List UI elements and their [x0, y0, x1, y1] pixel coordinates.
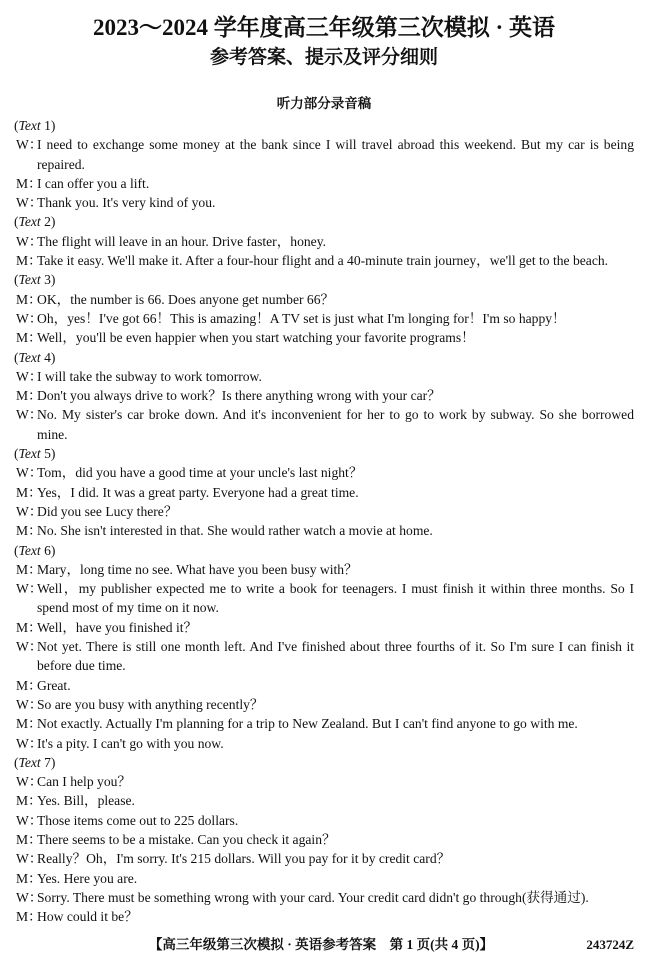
dialogue-line: [14, 483, 634, 502]
text-label: [14, 212, 634, 231]
speaker-label: W：: [16, 774, 43, 790]
utterance-text: Take it easy. We'll make it. After a four-hour flight and a 40-minute train journey，we'll get to the beach.: [37, 253, 609, 269]
document-title: 2023～2024 学年度高三年级第三次模拟 · 英语: [93, 15, 555, 40]
speaker-label: M：: [16, 716, 42, 732]
dialogue-line: [14, 463, 634, 482]
dialogue-line: [14, 791, 634, 810]
utterance-text: I can offer you a lift.: [37, 175, 150, 191]
text-label-rest: 6): [40, 542, 56, 558]
text-label: [14, 753, 634, 772]
text-label: [14, 541, 634, 560]
dialogue-line: [14, 869, 634, 888]
speaker-label: W：: [16, 407, 43, 423]
dialogue-line: [14, 676, 634, 695]
utterance-text: So are you busy with anything recently？: [37, 696, 264, 712]
dialogue-line: [14, 830, 634, 849]
utterance-text: Well，my publisher expected me to write a book for teenagers. I must finish it within three months. So I spend most of my time on it now.: [37, 581, 634, 616]
utterance-text: Tom，did you have a good time at your uncle's last night？: [37, 465, 363, 481]
utterance-text: Sorry. There must be something wrong with your card. Your credit card didn't go through(获得通过).: [37, 889, 589, 905]
listening-transcript: [14, 116, 634, 926]
speaker-label: W：: [16, 465, 43, 481]
speaker-label: M：: [16, 523, 42, 539]
speaker-label: M：: [16, 484, 42, 500]
text-label-rest: 3): [40, 272, 56, 288]
text-label-word: Text: [18, 446, 41, 462]
speaker-label: M：: [16, 870, 42, 886]
speaker-label: M：: [16, 561, 42, 577]
dialogue-line: [14, 811, 634, 830]
speaker-label: W：: [16, 503, 43, 519]
speaker-label: W：: [16, 310, 43, 326]
dialogue-line: [14, 560, 634, 579]
transcript-section: [14, 116, 634, 212]
dialogue-line: [14, 232, 634, 251]
speaker-label: M：: [16, 619, 42, 635]
speaker-label: W：: [16, 368, 43, 384]
utterance-text: Yes. Bill，please.: [37, 793, 135, 809]
utterance-text: Mary，long time no see. What have you been busy with？: [37, 561, 358, 577]
dialogue-line: [14, 618, 634, 637]
utterance-text: I will take the subway to work tomorrow.: [37, 368, 262, 384]
text-label-open: (: [14, 272, 19, 288]
utterance-text: How could it be？: [37, 909, 138, 925]
dialogue-line: [14, 521, 634, 540]
dialogue-line: [14, 328, 634, 347]
utterance-text: It's a pity. I can't go with you now.: [37, 735, 224, 751]
text-label-rest: 5): [40, 446, 56, 462]
text-label-word: Text: [18, 754, 41, 770]
text-label-word: Text: [18, 118, 41, 133]
dialogue-line: [14, 405, 634, 444]
text-label: [14, 116, 634, 135]
speaker-label: M：: [16, 291, 42, 307]
utterance-text: Not yet. There is still one month left. And I've finished about three fourths of it. So I'm sure I can finish it before due time.: [37, 639, 634, 674]
speaker-label: W：: [16, 233, 43, 249]
dialogue-line: [14, 907, 634, 926]
document-subtitle: 参考答案、提示及评分细则: [209, 47, 438, 68]
dialogue-line: [14, 772, 634, 791]
speaker-label: M：: [16, 909, 42, 925]
speaker-label: W：: [16, 195, 43, 211]
transcript-section: [14, 348, 634, 444]
text-label-rest: 7): [40, 754, 56, 770]
dialogue-line: [14, 367, 634, 386]
text-label: [14, 270, 634, 289]
text-label-open: (: [14, 446, 19, 462]
utterance-text: Well，you'll be even happier when you start watching your favorite programs！: [37, 330, 475, 346]
dialogue-line: [14, 714, 634, 733]
dialogue-line: [14, 135, 634, 174]
dialogue-line: [14, 251, 634, 270]
footer-page-info: 【高三年级第三次模拟 · 英语参考答案 第 1 页(共 4 页)】: [148, 937, 494, 952]
utterance-text: Can I help you？: [37, 774, 132, 790]
speaker-label: W：: [16, 581, 43, 597]
transcript-section: [14, 444, 634, 540]
speaker-label: M：: [16, 677, 42, 693]
utterance-text: Yes，I did. It was a great party. Everyone had a great time.: [37, 484, 359, 500]
utterance-text: OK，the number is 66. Does anyone get number 66？: [37, 291, 335, 307]
speaker-label: W：: [16, 137, 43, 153]
text-label-word: Text: [18, 272, 41, 288]
dialogue-line: [14, 695, 634, 714]
utterance-text: Not exactly. Actually I'm planning for a trip to New Zealand. But I can't find anyone to go with me.: [37, 716, 578, 732]
utterance-text: Don't you always drive to work？Is there anything wrong with your car？: [37, 388, 441, 404]
text-label-word: Text: [18, 214, 41, 230]
dialogue-line: [14, 193, 634, 212]
dialogue-line: [14, 849, 634, 868]
text-label-open: (: [14, 542, 19, 558]
speaker-label: W：: [16, 812, 43, 828]
speaker-label: M：: [16, 793, 42, 809]
utterance-text: The flight will leave in an hour. Drive faster，honey.: [37, 233, 327, 249]
utterance-text: Thank you. It's very kind of you.: [37, 195, 216, 211]
speaker-label: M：: [16, 831, 42, 847]
utterance-text: Oh，yes！I've got 66！This is amazing！A TV set is just what I'm longing for！I'm so happy！: [37, 310, 566, 326]
dialogue-line: [14, 386, 634, 405]
speaker-label: M：: [16, 388, 42, 404]
dialogue-line: [14, 888, 634, 907]
dialogue-line: [14, 290, 634, 309]
utterance-text: Really？Oh，I'm sorry. It's 215 dollars. Will you pay for it by credit card？: [37, 851, 451, 867]
utterance-text: No. My sister's car broke down. And it's inconvenient for her to go to work by subway. So she borrowed mine.: [37, 407, 634, 442]
transcript-section: [14, 541, 634, 753]
dialogue-line: [14, 579, 634, 618]
speaker-label: W：: [16, 735, 43, 751]
transcript-section: [14, 270, 634, 347]
speaker-label: W：: [16, 889, 43, 905]
dialogue-line: [14, 174, 634, 193]
text-label-open: (: [14, 118, 19, 133]
utterance-text: Did you see Lucy there？: [37, 503, 178, 519]
text-label-word: Text: [18, 349, 41, 365]
speaker-label: M：: [16, 330, 42, 346]
speaker-label: M：: [16, 253, 42, 269]
utterance-text: Those items come out to 225 dollars.: [37, 812, 239, 828]
speaker-label: W：: [16, 639, 43, 655]
utterance-text: Yes. Here you are.: [37, 870, 138, 886]
footer-code: 243724Z: [586, 937, 634, 952]
utterance-text: Well，have you finished it？: [37, 619, 198, 635]
text-label: [14, 444, 634, 463]
utterance-text: I need to exchange some money at the bank since I will travel abroad this weekend. But my car is being repaired.: [37, 137, 634, 172]
text-label-open: (: [14, 349, 19, 365]
dialogue-line: [14, 734, 634, 753]
transcript-section: [14, 753, 634, 927]
text-label-rest: 2): [40, 214, 56, 230]
transcript-section: [14, 212, 634, 270]
text-label-rest: 4): [40, 349, 56, 365]
text-label: [14, 348, 634, 367]
text-label-rest: 1): [40, 118, 56, 133]
speaker-label: W：: [16, 851, 43, 867]
speaker-label: W：: [16, 696, 43, 712]
dialogue-line: [14, 502, 634, 521]
dialogue-line: [14, 309, 634, 328]
text-label-open: (: [14, 214, 19, 230]
utterance-text: Great.: [37, 677, 71, 693]
dialogue-line: [14, 637, 634, 676]
utterance-text: There seems to be a mistake. Can you check it again？: [37, 831, 336, 847]
section-heading: 听力部分录音稿: [276, 96, 372, 111]
text-label-open: (: [14, 754, 19, 770]
text-label-word: Text: [18, 542, 41, 558]
speaker-label: M：: [16, 175, 42, 191]
utterance-text: No. She isn't interested in that. She would rather watch a movie at home.: [37, 523, 433, 539]
